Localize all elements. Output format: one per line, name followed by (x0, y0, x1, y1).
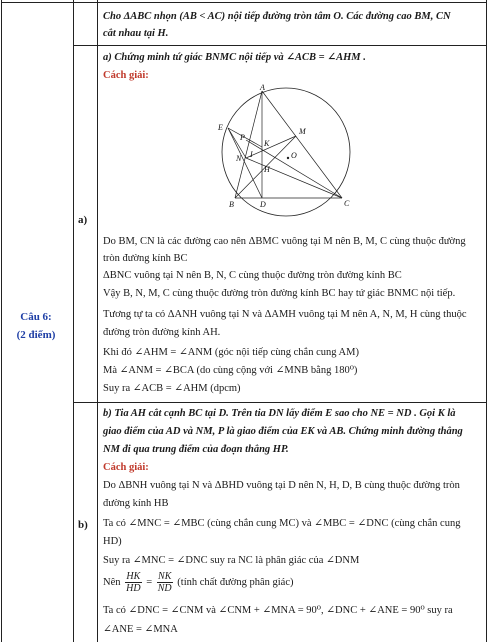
side-ac (262, 91, 342, 198)
part-b-label: b) (78, 519, 88, 531)
part-b-solution-title: Cách giải: (103, 462, 149, 473)
header-line-1: Cho ΔABC nhọn (AB < AC) nội tiếp đường tròn tâm O. Các đường cao BM, CN (103, 11, 451, 22)
row-top (1, 2, 487, 3)
part-a-line: Mà ∠ANM = ∠BCA (do cùng cộng với ∠MNB bằng 180⁰) (103, 365, 358, 376)
label-b: B (229, 200, 234, 209)
fraction-denominator: ND (157, 583, 172, 595)
label-e: E (218, 123, 223, 132)
fraction-numerator: HK (126, 571, 141, 583)
fraction-prefix: Nên (103, 577, 121, 588)
part-a-line: Suy ra ∠ACB = ∠AHM (dpcm) (103, 383, 241, 394)
part-a-line: Khi đó ∠AHM = ∠ANM (góc nội tiếp cùng chắn cung AM) (103, 347, 359, 358)
part-b-line: HD) (103, 536, 122, 547)
col-divider-2 (97, 0, 98, 642)
label-c: C (344, 199, 350, 208)
part-a-prompt: a) Chứng minh tứ giác BNMC nội tiếp và ∠ACB = ∠AHM . (103, 52, 366, 63)
part-a-label: a) (78, 214, 88, 226)
label-d: D (260, 200, 266, 209)
row-divider-ab (73, 402, 487, 403)
geometry-figure (200, 84, 360, 224)
part-a-line: đường tròn đường kính AH. (103, 327, 221, 338)
header-line-2: cắt nhau tại H. (103, 28, 169, 39)
label-i: I (250, 150, 253, 159)
label-p: P (240, 133, 245, 142)
fraction-equals: = (146, 577, 153, 588)
part-b-prompt-line: b) Tia AH cắt cạnh BC tại D. Trên tia DN lấy điểm E sao cho NE = ND . Gọi K là (103, 408, 456, 419)
part-a-solution-title: Cách giải: (103, 70, 149, 81)
border-right (486, 0, 487, 642)
row-divider-header (73, 45, 487, 46)
fraction-line (103, 570, 294, 596)
fraction-suffix: (tính chất đường phân giác) (177, 577, 294, 588)
part-b-prompt-line: giao điểm của AD và NM, P là giao điểm của EK và AB. Chứng minh đường thẳng (103, 426, 463, 437)
label-m: M (299, 127, 306, 136)
part-b-line: Do ΔBNH vuông tại N và ΔBHD vuông tại D nên N, H, D, B cùng thuộc đường tròn (103, 480, 460, 491)
label-k: K (264, 139, 270, 148)
fraction-numerator: NK (158, 571, 172, 583)
part-a-line: ΔBNC vuông tại N nên B, N, C cùng thuộc đường tròn đường kính BC (103, 270, 402, 281)
part-b-line: đường kính HB (103, 498, 169, 509)
segment-ek (228, 128, 262, 147)
part-a-line: tròn đường kính BC (103, 253, 188, 264)
label-n: N (236, 154, 242, 163)
fraction-nk-nd (157, 571, 173, 594)
label-a: A (260, 84, 265, 92)
question-points: (2 điểm) (16, 329, 56, 341)
fraction-denominator: HD (126, 583, 141, 595)
part-b-line: Ta có ∠MNC = ∠MBC (cùng chắn cung MC) và ∠MBC = ∠DNC (cùng chắn cung (103, 518, 461, 529)
part-b-line: Suy ra ∠MNC = ∠DNC suy ra NC là phân giác của ∠DNM (103, 555, 360, 566)
part-a-line: Vậy B, N, M, C cùng thuộc đường tròn đường kính BC hay tứ giác BNMC nội tiếp. (103, 288, 456, 299)
part-b-tail-line: ∠ANE = ∠MNA (103, 624, 178, 635)
altitude-cn (246, 158, 342, 198)
label-h: H (264, 165, 270, 174)
fraction-hk-hd (125, 571, 141, 594)
part-b-tail-line: Ta có ∠DNC = ∠CNM và ∠CNM + ∠MNA = 90⁰, ∠DNC + ∠ANE = 90⁰ suy ra (103, 605, 453, 616)
question-label: Câu 6: (20, 311, 52, 323)
part-b-prompt-line: NM đi qua trung điểm của đoạn thẳng HP. (103, 444, 289, 455)
part-a-line: Do BM, CN là các đường cao nên ΔBMC vuông tại M nên B, M, C cùng thuộc đường (103, 236, 466, 247)
circumcircle (222, 88, 350, 216)
part-a-line: Tương tự ta có ΔANH vuông tại N và ΔAMH vuông tại M nên A, N, M, H cùng thuộc (103, 309, 467, 320)
segment-pc (246, 140, 342, 198)
label-o: O (291, 151, 297, 160)
point-o (287, 157, 289, 159)
